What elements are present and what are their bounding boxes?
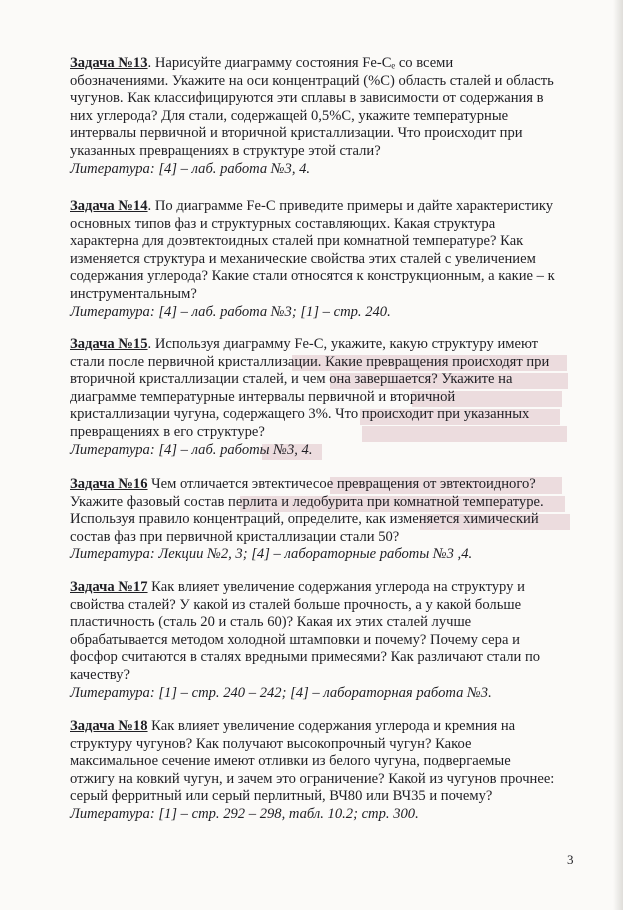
task-question: Как влияет увеличение содержания углерода и кремния на структуру чугунов? Как получают высокопрочный чугун? Какое максимальное сечение имеют отливки из белого чугуна, подвергаемые отжигу на ковкий чугун, и зачем это ограничение? Какой из чугунов прочнее: серый ферритный или серый перлитный, ВЧ80 или ВЧ35 и почему? <box>70 718 555 805</box>
task-literature: Литература: [1] – стр. 240 – 242; [4] – лабораторная работа №3. <box>70 684 492 701</box>
task-question: Чем отличается эвтектичесое превращения от эвтектоидного? Укажите фазовый состав перлита и ледобурита при комнатной температуре. Используя правило концентраций, определите, как изменяется химический состав фаз при первичной кристаллизации стали 50? <box>70 476 544 545</box>
task-literature: Литература: Лекции №2, 3; [4] – лабораторные работы №3 ,4. <box>70 546 473 563</box>
task-text <box>70 55 554 159</box>
task-text <box>70 476 544 545</box>
page-number: 3 <box>567 852 574 867</box>
task-text <box>70 336 549 440</box>
task-literature: Литература: [4] – лаб. работа №3, 4. <box>70 160 311 177</box>
task-question: . Нарисуйте диаграмму состояния Fe-Cₑ со всеми обозначениями. Укажите на оси концентраций (%C) область сталей и область чугунов. Как классифицируются эти сплавы в зависимости от содержания в них углерода? Для стали, содержащей 0,5%C, укажите температурные интервалы первичной и вторичной кристаллизации. Что происходит при указанных превращениях в структуре этой стали? <box>70 55 554 159</box>
task-label: Задача №15 <box>70 336 148 352</box>
task-question: Как влияет увеличение содержания углерода на структуру и свойства сталей? У какой из сталей больше прочность, а у какой больше пластичность (сталь 20 и сталь 60)? Какая их этих сталей лучше обрабатывается методом холодной штамповки и почему? Почему сера и фосфор считаются в сталях вредными примесями? Как различают стали по качеству? <box>70 579 541 683</box>
task-15 <box>70 336 578 459</box>
task-text <box>70 198 555 302</box>
task-16 <box>70 476 578 564</box>
task-text <box>70 579 540 683</box>
task-label: Задача №18 <box>70 718 148 734</box>
task-literature: Литература: [1] – стр. 292 – 298, табл. 10.2; стр. 300. <box>70 805 419 822</box>
task-label: Задача №16 <box>70 476 148 492</box>
task-14 <box>70 198 578 321</box>
task-literature: Литература: [4] – лаб. работы №3, 4. <box>70 441 313 458</box>
task-literature: Литература: [4] – лаб. работа №3; [1] – стр. 240. <box>70 303 391 320</box>
task-18 <box>70 718 578 824</box>
task-17 <box>70 579 578 702</box>
task-label: Задача №17 <box>70 579 148 595</box>
task-13 <box>70 55 578 178</box>
task-label: Задача №14 <box>70 198 148 214</box>
task-text <box>70 718 554 804</box>
task-question: . Используя диаграмму Fe-C, укажите, какую структуру имеют стали после первичной кристаллизации. Какие превращения происходят при вторичной кристаллизации сталей, и чем она завершается? Укажите на диаграмме температурные интервалы первичной и вторичной кристаллизации чугуна, содержащего 3%. Что происходит при указанных превращениях в его структуре? <box>70 336 550 440</box>
task-question: . По диаграмме Fe-C приведите примеры и дайте характеристику основных типов фаз и структурных составляющих. Какая структура характерна для доэвтектоидных сталей при комнатной температуре? Как изменяется структура и механические свойства этих сталей с увеличением содержания углерода? Какие стали относятся к конструкционным, а какие – к инструментальным? <box>70 198 555 302</box>
task-label: Задача №13 <box>70 55 148 71</box>
scan-edge-shadow <box>613 0 623 910</box>
